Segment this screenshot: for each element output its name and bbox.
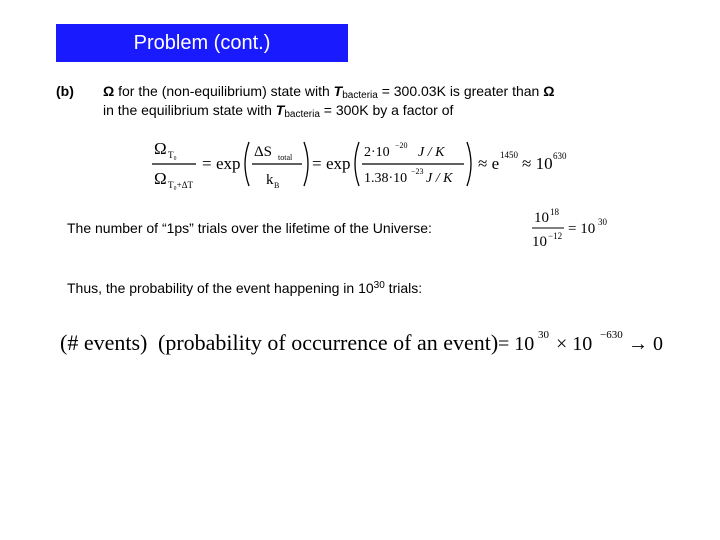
paren-right-2 [467, 142, 471, 186]
trials-den-exp: −12 [548, 231, 563, 241]
subscript-bacteria: bacteria [342, 90, 378, 101]
den-coeff: 1.38·10 [364, 171, 408, 186]
final-exp-1: 30 [538, 329, 549, 341]
exp-2: exp [326, 154, 351, 173]
trials-num: 10 [534, 210, 549, 226]
ratio-equation [150, 136, 570, 196]
trials-den: 10 [532, 234, 547, 250]
k-symbol: k [266, 172, 274, 188]
den-exp: −23 [411, 167, 424, 176]
statement-text-2a: in the equilibrium state with [103, 102, 272, 118]
final-exp-2: −630 [600, 329, 623, 341]
title-bar [56, 24, 348, 62]
thus-text-before: Thus, the probability of the event happening in 10 [67, 280, 374, 296]
trials-result-exp: 30 [598, 217, 607, 227]
thus-text [67, 280, 422, 296]
statement-line-2 [103, 102, 453, 120]
thus-text-sup: 30 [373, 280, 385, 291]
trials-num-exp: 18 [550, 207, 559, 217]
num-coeff: 2·10 [364, 145, 390, 160]
final-arrow: → 0 [628, 333, 663, 355]
exp-1: exp [216, 154, 241, 173]
num-exp: −20 [395, 141, 408, 150]
temperature-symbol: T [333, 83, 343, 99]
sub-T0: T₀ [168, 150, 177, 160]
events-term: (# events) [60, 330, 148, 355]
trials-text: The number of “1ps” trials over the lifetime of the Universe: [67, 220, 432, 236]
temperature-symbol-2: T [275, 102, 285, 118]
omega-num: Ω [154, 139, 167, 158]
sub-B: B [274, 181, 280, 190]
final-times: × 10 [556, 333, 593, 355]
sub-T0-dT: T₀+ΔT [168, 180, 193, 190]
omega-symbol-2: Ω [543, 83, 555, 99]
statement-line-1 [103, 83, 554, 101]
final-rhs: = 10 [498, 333, 535, 355]
paren-left-1 [245, 142, 249, 186]
statement-text-1a: for the (non-equilibrium) state with [118, 83, 330, 99]
delta-s: ΔS [254, 144, 272, 160]
probability-term: (probability of occurrence of an event) [158, 330, 499, 355]
den-unit: J / K [426, 171, 453, 186]
subscript-bacteria-2: bacteria [284, 109, 320, 120]
equals-1: = [202, 154, 212, 173]
trials-equation [530, 204, 640, 254]
paren-right-1 [304, 142, 308, 186]
num-unit: J / K [418, 145, 445, 160]
omega-symbol: Ω [103, 83, 115, 99]
approx-e: ≈ e [478, 154, 500, 173]
equals-2: = [312, 154, 322, 173]
page-title: Problem (cont.) [133, 32, 271, 54]
omega-den: Ω [154, 169, 167, 188]
approx-10: ≈ 10 [522, 154, 553, 173]
final-equation [60, 320, 670, 364]
ten-exp: 630 [553, 151, 567, 161]
sub-total: total [278, 153, 293, 162]
statement-text-2b: = 300K by a factor of [323, 102, 454, 118]
statement-text-1b: = 300.03K is greater than [381, 83, 540, 99]
thus-text-after: trials: [384, 280, 423, 296]
e-exp: 1450 [500, 150, 518, 160]
paren-left-2 [355, 142, 359, 186]
trials-result: = 10 [568, 221, 596, 237]
part-label: (b) [56, 83, 74, 99]
